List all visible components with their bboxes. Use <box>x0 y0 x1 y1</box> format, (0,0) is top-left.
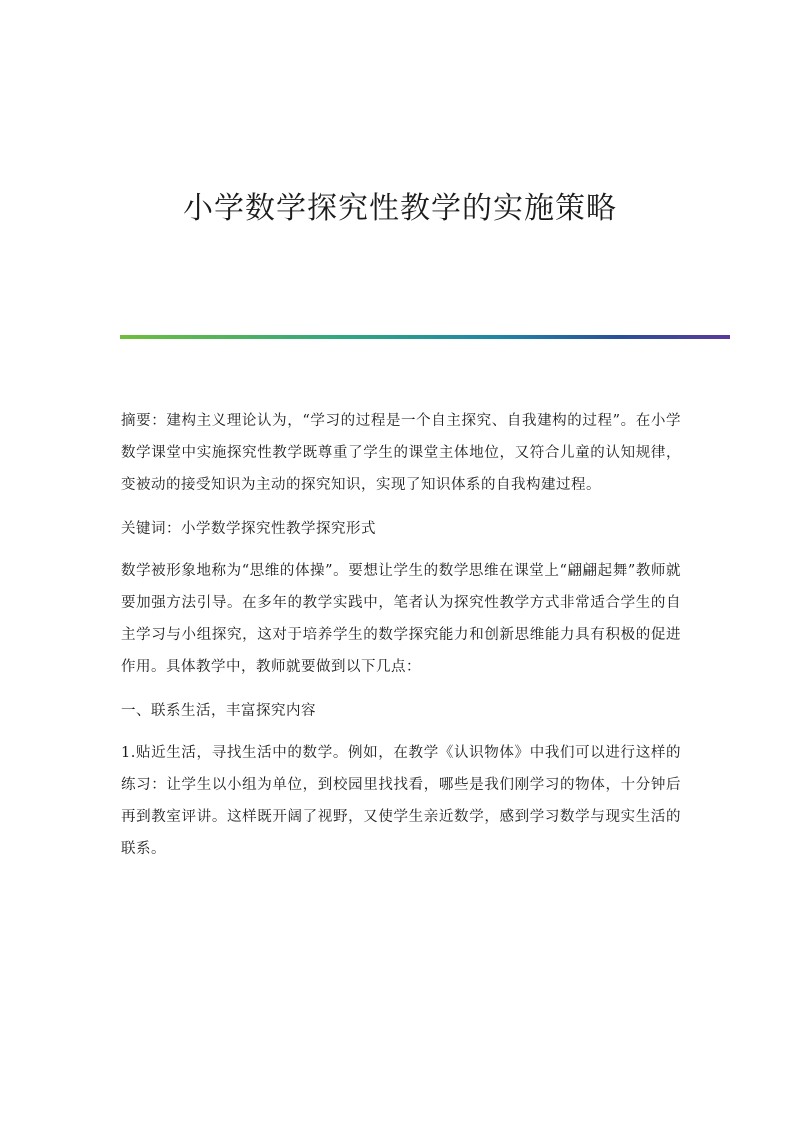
section-heading: 一、联系生活，丰富探究内容 <box>121 703 316 719</box>
title-divider <box>120 335 730 339</box>
document-body <box>121 405 681 877</box>
intro-paragraph: 数学被形象地称为“思维的体操”。要想让学生的数学思维在课堂上“翩翩起舞”教师就要加强方法引导。在多年的教学实践中，笔者认为探究性教学方式非常适合学生的自主学习与小组探究，这对于培养学生的数学探究能力和创新思维能力具有积极的促进作用。具体教学中，教师就要做到以下几点： <box>121 563 681 675</box>
section-point-paragraph: 1.贴近生活，寻找生活中的数学。例如，在教学《认识物体》中我们可以进行这样的练习：让学生以小组为单位，到校园里找找看，哪些是我们刚学习的物体，十分钟后再到教室评讲。这样既开阔了视野，又使学生亲近数学，感到学习数学与现实生活的联系。 <box>121 745 681 857</box>
document-title: 小学数学探究性教学的实施策略 <box>183 191 617 226</box>
keywords-line: 关键词：小学数学探究性教学探究形式 <box>121 521 376 537</box>
abstract-paragraph: 摘要：建构主义理论认为，“学习的过程是一个自主探究、自我建构的过程”。在小学数学课堂中实施探究性教学既尊重了学生的课堂主体地位，又符合儿童的认知规律，变被动的接受知识为主动的探究知识，实现了知识体系的自我构建过程。 <box>121 413 681 493</box>
